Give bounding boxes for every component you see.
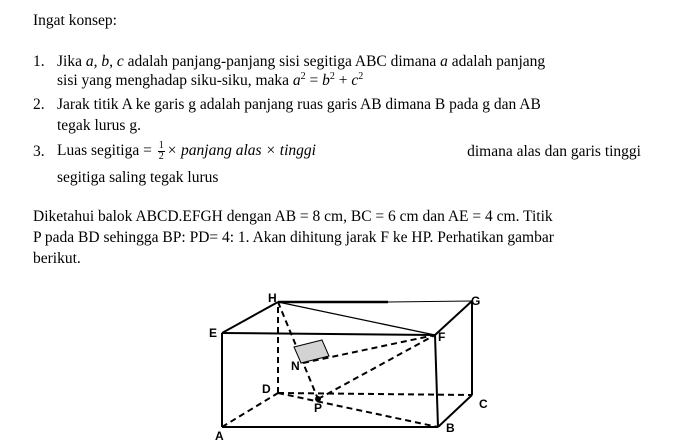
concept-2-number: 2.	[33, 96, 45, 113]
concept-3-number: 3.	[33, 143, 45, 160]
label-C: C	[479, 397, 488, 411]
heading: Ingat konsep:	[33, 12, 117, 29]
problem-line-2: P pada BD sehingga BP: PD= 4: 1. Akan dihitung jarak F ke HP. Perhatikan gambar	[33, 229, 554, 246]
concept-2-line-2: tegak lurus g.	[57, 117, 141, 134]
label-A: A	[215, 429, 224, 443]
concept-2-line-1: Jarak titik A ke garis g adalah panjang ruas garis AB dimana B pada g dan AB	[57, 96, 541, 113]
segment-HF	[278, 302, 435, 335]
label-H: H	[268, 291, 277, 305]
edge-BF	[435, 335, 438, 427]
concept-3-line-2: segitiga saling tegak lurus	[57, 169, 219, 186]
pythagoras-formula: $a^2 = b^2 + c^2$	[292, 70, 364, 89]
label-D: D	[262, 382, 271, 396]
edge-EH	[222, 302, 278, 333]
diagonal-DB	[278, 393, 438, 427]
edge-BC	[438, 395, 472, 427]
problem-line-1: Diketahui balok ABCD.EFGH dengan AB = 8 cm, BC = 6 cm dan AE = 4 cm. Titik	[33, 208, 553, 225]
concept-1-line-2: sisi yang menghadap siku-siku, maka $a^2 = b^2 + c^2$	[57, 70, 364, 89]
edge-HG-thin	[388, 301, 472, 302]
segment-PF	[318, 335, 435, 399]
edge-EF	[222, 333, 435, 335]
edge-AD	[222, 393, 278, 427]
edge-DC	[278, 393, 472, 395]
concept-1-number: 1.	[33, 53, 45, 70]
concept-1-line-1: Jika a, b, c adalah panjang-panjang sisi segitiga ABC dimana a adalah panjang	[57, 53, 546, 70]
label-G: G	[471, 294, 481, 308]
concept-3-line-1: Luas segitiga = $\frac{1}{2}$ × panjang alas × tinggi dimana alas dan garis tinggi	[57, 139, 641, 162]
label-P: P	[314, 401, 323, 415]
label-N: N	[291, 359, 300, 373]
label-B: B	[446, 421, 455, 435]
one-half-fraction: $\frac{1}{2}$	[158, 139, 164, 162]
label-F: F	[438, 330, 446, 344]
label-E: E	[209, 326, 218, 340]
problem-line-3: berikut.	[33, 250, 81, 267]
